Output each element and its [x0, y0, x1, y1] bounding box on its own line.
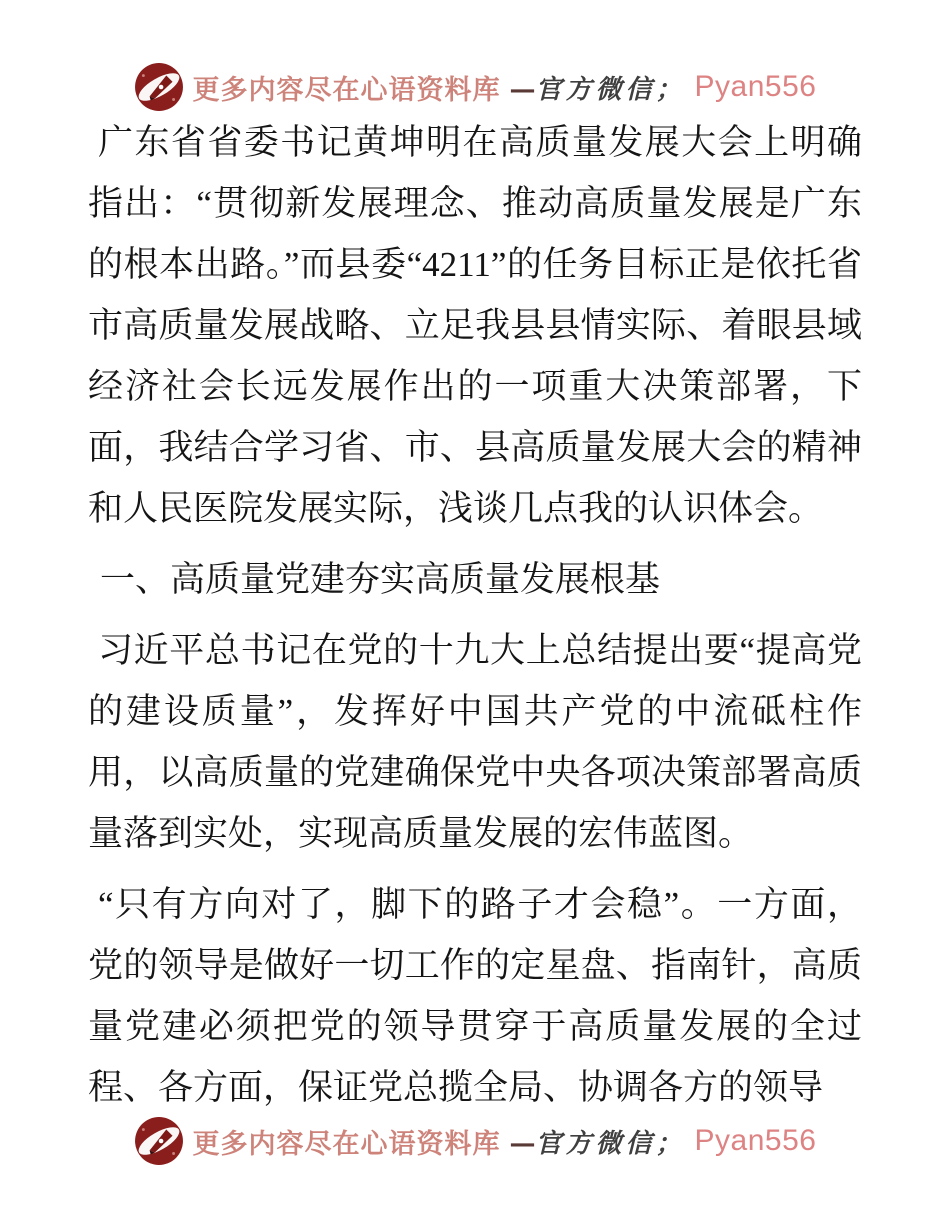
- footer-banner: [0, 1116, 950, 1166]
- section-heading: 一、高质量党建夯实高质量发展根基: [100, 560, 661, 599]
- banner-wechat-text: 官方微信；: [535, 74, 686, 105]
- pen-nib-seal-logo-icon: [134, 62, 184, 112]
- header-banner: [0, 62, 950, 112]
- paragraph-direction: “只有方向对了，脚下的路子才会稳”。一方面，党的领导是做好一切工作的定星盘、指南针，高质量党建必须把党的领导贯穿于高质量发展的全过程、各方面，保证党总揽全局、协调各方的领导: [88, 885, 862, 1107]
- banner-dash: —: [509, 74, 536, 105]
- banner-wechat-label: [510, 1123, 686, 1160]
- paragraph-party-building: 习近平总书记在党的十九大上总结提出要“提高党的建设质量”，发挥好中国共产党的中流砥柱作用，以高质量的党建确保党中央各项决策部署高质量落到实处，实现高质量发展的宏伟蓝图。: [88, 631, 862, 853]
- document-body: [88, 112, 862, 1112]
- banner-wechat-id: Pyan556: [694, 1124, 817, 1157]
- banner-wechat-label: [510, 69, 686, 106]
- banner-text: 更多内容尽在心语资料库: [192, 74, 501, 105]
- pen-nib-seal-logo-icon: [134, 1116, 184, 1166]
- banner-dash: —: [509, 1128, 536, 1159]
- paragraph-intro: 广东省省委书记黄坤明在高质量发展大会上明确指出：“贯彻新发展理念、推动高质量发展是广东的根本出路。”而县委“4211”的任务目标正是依托省市高质量发展战略、立足我县县情实际、着眼县域经济社会长远发展作出的一项重大决策部署，下面，我结合学习省、市、县高质量发展大会的精神和人民医院发展实际，浅谈几点我的认识体会。: [88, 123, 862, 528]
- banner-wechat-text: 官方微信；: [535, 1128, 686, 1159]
- banner-wechat-id: Pyan556: [694, 70, 817, 103]
- banner-text: 更多内容尽在心语资料库: [192, 1128, 501, 1159]
